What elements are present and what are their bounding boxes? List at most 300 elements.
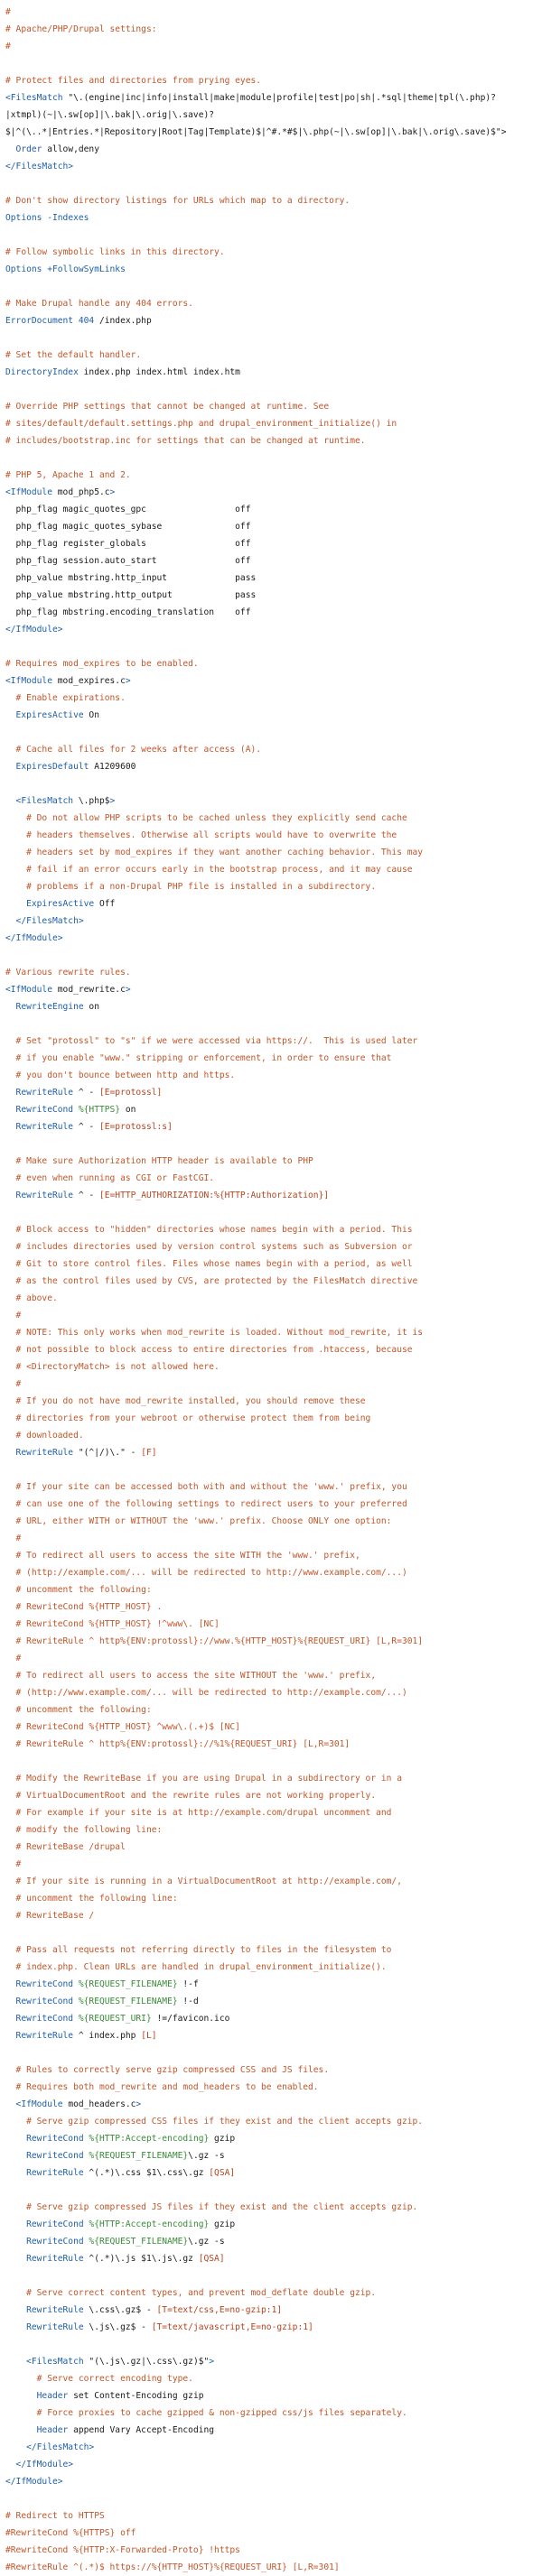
code-line [5, 1393, 542, 1410]
code-line [5, 810, 542, 827]
code-token: # Set the default handler. [5, 350, 142, 360]
code-token: # Serve gzip compressed JS files if they exist and the client accepts gzip. [5, 2202, 418, 2212]
code-token: # RewriteCond %{HTTP_HOST} ^www\.(.+)$ [NC] [5, 1722, 240, 1732]
code-token: ^ - [78, 1122, 99, 1132]
code-token: # Serve correct encoding type. [5, 2374, 193, 2384]
code-token: </FilesMatch> [5, 2442, 95, 2452]
code-line [5, 1821, 542, 1839]
code-line [5, 2010, 542, 2027]
code-line [5, 312, 542, 329]
code-line [5, 1238, 542, 1256]
code-token: "(\.js\.gz|\.css\.gz)$" [89, 2357, 210, 2367]
code-token: # [5, 1534, 22, 1543]
code-line [5, 158, 542, 175]
code-token: %{HTTP:Accept-encoding} [89, 2219, 210, 2229]
code-line [5, 398, 542, 415]
code-token: # Protect files and directories from prying eyes. [5, 76, 262, 86]
code-token: RewriteCond [5, 2014, 79, 2024]
code-token: |xtmpl)(~|\.sw[op]|\.bak|\.orig|\.save)? [5, 110, 215, 120]
code-token: Header [5, 2391, 74, 2401]
code-token: # Make Drupal handle any 404 errors. [5, 299, 193, 309]
code-line [5, 981, 542, 998]
code-line [5, 1701, 542, 1719]
code-token: # index.php. Clean URLs are handled in drupal_environment_initialize(). [5, 1962, 387, 1972]
code-token: %{REQUEST_FILENAME} [78, 1979, 178, 1989]
code-token: RewriteRule [5, 1448, 79, 1458]
code-token: </FilesMatch> [5, 162, 74, 171]
code-token: # RewriteBase /drupal [5, 1842, 126, 1852]
code-line [5, 347, 542, 364]
code-token: RewriteCond [5, 2134, 89, 2144]
code-line [5, 2473, 542, 2490]
code-token: # includes directories used by version control systems such as Subversion or [5, 1242, 413, 1252]
code-line [5, 1753, 542, 1770]
code-line [5, 1873, 542, 1890]
code-line [5, 844, 542, 861]
code-token: #RewriteRule ^(.*)$ https://%{HTTP_HOST}%{REQUEST_URI} [L,R=301] [5, 2562, 340, 2572]
code-line [5, 381, 542, 398]
code-line [5, 209, 542, 227]
code-token: [L] [141, 2031, 157, 2041]
code-line [5, 2559, 542, 2576]
code-token: Off [98, 899, 116, 909]
code-line [5, 1976, 542, 1993]
code-token: RewriteRule [5, 2254, 89, 2264]
code-token: [E=protossl:s] [98, 1122, 173, 1132]
code-token: # [5, 1311, 22, 1320]
code-line [5, 38, 542, 55]
code-line [5, 1890, 542, 1907]
code-token: # VirtualDocumentRoot and the rewrite rules are not working properly. [5, 1791, 377, 1801]
code-line [5, 278, 542, 295]
code-line [5, 638, 542, 655]
code-token: # Enable expirations. [5, 693, 126, 703]
code-token: RewriteCond [5, 2219, 89, 2229]
code-token: php_value mbstring.http_output pass [5, 590, 257, 600]
code-token: # Override PHP settings that cannot be changed at runtime. See [5, 402, 330, 412]
code-line [5, 2542, 542, 2559]
code-token: # Pass all requests not referring directly to files in the filesystem to [5, 1945, 392, 1955]
code-line [5, 604, 542, 621]
code-line [5, 1015, 542, 1033]
code-token: # modify the following line: [5, 1825, 163, 1835]
code-token: RewriteRule [5, 1191, 79, 1200]
code-token: RewriteRule [5, 2305, 89, 2315]
code-token: # Git to store control files. Files whose names begin with a period, as well [5, 1259, 413, 1269]
code-line [5, 775, 542, 792]
code-token: Order [5, 144, 48, 154]
code-line [5, 1101, 542, 1118]
code-token: # uncomment the following: [5, 1705, 152, 1715]
code-token: RewriteCond [5, 1105, 79, 1115]
code-line [5, 895, 542, 913]
code-token: ErrorDocument [5, 316, 79, 326]
code-token: # fail if an error occurs early in the bootstrap process, and it may cause [5, 865, 413, 875]
code-token: <IfModule [5, 676, 58, 686]
code-line [5, 1461, 542, 1478]
code-line [5, 2525, 542, 2542]
code-token: </IfModule> [5, 2477, 63, 2487]
code-token: !=/favicon.ico [151, 2014, 230, 2024]
code-line [5, 2336, 542, 2353]
code-line [5, 1719, 542, 1736]
code-line [5, 449, 542, 467]
code-token: ^ - [78, 1088, 99, 1098]
code-line [5, 2216, 542, 2233]
code-token: <FilesMatch [5, 2357, 89, 2367]
code-line [5, 484, 542, 501]
code-line [5, 1033, 542, 1050]
code-token: > [136, 2099, 142, 2109]
code-token: RewriteEngine [5, 1002, 89, 1012]
code-token: RewriteCond [5, 2151, 89, 2161]
code-line [5, 1941, 542, 1959]
code-token: RewriteCond [5, 2237, 89, 2247]
code-token: "\.(engine|inc|info|install|make|module|profile|test|po|sh|.*sql|theme|tpl(\.php)? [68, 93, 496, 103]
code-line [5, 1290, 542, 1307]
code-line [5, 1444, 542, 1461]
code-token: %{REQUEST_FILENAME} [89, 2237, 189, 2247]
code-token: # problems if a non-Drupal PHP file is installed in a subdirectory. [5, 882, 377, 892]
code-token: # even when running as CGI or FastCGI. [5, 1173, 215, 1183]
code-token: # Modify the RewriteBase if you are using Drupal in a subdirectory or in a [5, 1774, 402, 1784]
code-token: %{HTTP:Accept-encoding} [89, 2134, 210, 2144]
code-token: php_flag register_globals off [5, 539, 251, 549]
code-token: ExpiresDefault [5, 762, 95, 772]
code-token: A1209600 [94, 762, 136, 772]
code-token: "(^|/)\." - [78, 1448, 142, 1458]
code-line [5, 2302, 542, 2319]
code-token: > [125, 676, 131, 686]
code-token: Header [5, 2425, 74, 2435]
code-token: RewriteRule [5, 1088, 79, 1098]
code-token: RewriteRule [5, 2031, 79, 2041]
code-line [5, 1667, 542, 1684]
code-line [5, 2422, 542, 2439]
code-line [5, 432, 542, 449]
code-line [5, 1959, 542, 1976]
code-token: # If your site can be accessed both with and without the 'www.' prefix, you [5, 1482, 407, 1492]
code-token: # downloaded. [5, 1431, 84, 1441]
code-line [5, 1684, 542, 1701]
code-token: -Indexes [47, 213, 89, 223]
code-token: On [89, 710, 99, 720]
code-line [5, 2319, 542, 2336]
code-token: # Redirect to HTTPS [5, 2511, 105, 2521]
code-token: </IfModule> [5, 625, 63, 635]
code-line [5, 2456, 542, 2473]
code-token: # Make sure Authorization HTTP header is available to PHP [5, 1156, 313, 1166]
code-token: # headers set by mod_expires if they want another caching behavior. This may [5, 848, 424, 857]
code-line [5, 364, 542, 381]
code-token: \.gz -s [188, 2237, 225, 2247]
code-line [5, 861, 542, 878]
code-token: #RewriteCond %{HTTPS} off [5, 2528, 136, 2538]
code-line [5, 1135, 542, 1153]
code-line [5, 1839, 542, 1856]
code-token: # [5, 1859, 22, 1869]
code-token: RewriteCond [5, 1979, 79, 1989]
code-token: <IfModule [5, 2099, 69, 2109]
code-token: [T=text/css,E=no-gzip:1] [156, 2305, 283, 2315]
code-token: # To redirect all users to access the site WITH the 'www.' prefix, [5, 1551, 360, 1561]
code-line [5, 2267, 542, 2284]
code-token: DirectoryIndex [5, 367, 84, 377]
code-token: \.gz -s [188, 2151, 225, 2161]
code-token: # Force proxies to cache gzipped & non-gzipped css/js files separately. [5, 2408, 407, 2418]
code-line [5, 175, 542, 192]
code-token: 404 [78, 316, 95, 326]
code-line [5, 724, 542, 741]
code-token: </IfModule> [5, 2460, 74, 2469]
code-token: # [5, 7, 11, 17]
code-line [5, 1187, 542, 1204]
code-token: # RewriteRule ^ http%{ENV:protossl}://%1%{REQUEST_URI} [L,R=301] [5, 1739, 350, 1749]
code-token: # as the control files used by CVS, are protected by the FilesMatch directive [5, 1276, 418, 1286]
code-token: > [109, 487, 116, 497]
code-token: # URL, either WITH or WITHOUT the 'www.' prefix. Choose ONLY one option: [5, 1516, 392, 1526]
code-token: # [5, 1654, 22, 1663]
code-token: RewriteRule [5, 2322, 89, 2332]
code-token: on [120, 1105, 136, 1115]
code-line [5, 2182, 542, 2199]
code-line [5, 1993, 542, 2010]
code-line [5, 518, 542, 535]
code-line [5, 2044, 542, 2062]
code-line [5, 2507, 542, 2525]
code-token: # For example if your site is at http://example.com/drupal uncomment and [5, 1808, 392, 1818]
code-line [5, 741, 542, 758]
code-token: # Requires mod_expires to be enabled. [5, 659, 199, 669]
code-line [5, 1581, 542, 1598]
code-line [5, 1736, 542, 1753]
code-line [5, 552, 542, 570]
code-line [5, 1376, 542, 1393]
code-token: mod_expires.c [57, 676, 126, 686]
code-line [5, 501, 542, 518]
code-token: # Follow symbolic links in this directory. [5, 247, 225, 257]
code-line [5, 227, 542, 244]
code-token: !-f [177, 1979, 199, 1989]
code-line [5, 1924, 542, 1941]
code-line [5, 2370, 542, 2387]
code-token: [F] [141, 1448, 157, 1458]
code-token: # (http://www.example.com/... will be redirected to http://example.com/...) [5, 1688, 407, 1698]
code-token: # Apache/PHP/Drupal settings: [5, 24, 157, 34]
code-line [5, 89, 542, 107]
code-line [5, 1616, 542, 1633]
code-token: <FilesMatch [5, 796, 79, 806]
code-line [5, 1153, 542, 1170]
code-line [5, 1324, 542, 1341]
code-token: RewriteCond [5, 1997, 79, 2006]
code-line [5, 2490, 542, 2507]
code-line [5, 2439, 542, 2456]
code-line [5, 1067, 542, 1084]
code-line [5, 55, 542, 72]
code-token: # PHP 5, Apache 1 and 2. [5, 470, 131, 480]
code-token: /index.php [94, 316, 152, 326]
code-token: mod_headers.c [68, 2099, 136, 2109]
code-token: RewriteRule [5, 2168, 89, 2178]
code-line [5, 1787, 542, 1804]
code-token: ^(.*)\.css $1\.css\.gz [89, 2168, 210, 2178]
code-token: ^ - [78, 1191, 99, 1200]
code-token: Options [5, 264, 48, 274]
code-token: # can use one of the following settings to redirect users to your preferred [5, 1499, 407, 1509]
code-token: php_flag session.auto_start off [5, 556, 251, 566]
code-line [5, 1856, 542, 1873]
code-line [5, 2130, 542, 2147]
code-token: # you don't bounce between http and https. [5, 1070, 236, 1080]
code-token: # Don't show directory listings for URLs which map to a directory. [5, 196, 350, 206]
code-line [5, 570, 542, 587]
code-line [5, 1221, 542, 1238]
code-line [5, 2147, 542, 2164]
code-token: # sites/default/default.settings.php and drupal_environment_initialize() in [5, 419, 397, 429]
code-token: # not possible to block access to entire directories from .htaccess, because [5, 1345, 413, 1355]
code-token: on [89, 1002, 99, 1012]
code-line [5, 1907, 542, 1924]
code-token: php_value mbstring.http_input pass [5, 573, 257, 583]
code-token: > [109, 796, 116, 806]
code-line [5, 913, 542, 930]
code-line [5, 261, 542, 278]
code-token: # (http://example.com/... will be redirected to http://www.example.com/...) [5, 1568, 407, 1578]
code-token: %{REQUEST_FILENAME} [78, 1997, 178, 2006]
code-line [5, 1050, 542, 1067]
code-line [5, 2079, 542, 2096]
code-line [5, 1650, 542, 1667]
code-token: #RewriteCond %{HTTP:X-Forwarded-Proto} !https [5, 2545, 240, 2555]
code-token: Options [5, 213, 48, 223]
code-token: \.css\.gz$ - [89, 2305, 157, 2315]
code-line [5, 2164, 542, 2182]
code-token: > [125, 985, 131, 995]
code-line [5, 1307, 542, 1324]
code-line [5, 655, 542, 672]
code-line [5, 1598, 542, 1616]
code-line [5, 1513, 542, 1530]
code-line [5, 998, 542, 1015]
code-token: [E=protossl] [98, 1088, 163, 1098]
code-token: [E=HTTP_AUTHORIZATION:%{HTTP:Authorization}] [98, 1191, 330, 1200]
code-line [5, 672, 542, 690]
code-token: +FollowSymLinks [47, 264, 126, 274]
code-line [5, 2405, 542, 2422]
code-token: > [209, 2357, 215, 2367]
code-line [5, 2199, 542, 2216]
code-line [5, 2027, 542, 2044]
code-token: # Block access to "hidden" directories whose names begin with a period. This [5, 1225, 413, 1235]
code-token: </FilesMatch> [5, 916, 84, 926]
code-line [5, 295, 542, 312]
code-token: %{HTTPS} [78, 1105, 121, 1115]
code-line [5, 1358, 542, 1376]
code-line [5, 707, 542, 724]
code-line [5, 1530, 542, 1547]
code-token: # RewriteBase / [5, 1911, 95, 1921]
code-line [5, 690, 542, 707]
code-line [5, 1204, 542, 1221]
code-token: php_flag magic_quotes_gpc off [5, 505, 251, 514]
code-line [5, 2250, 542, 2267]
code-line [5, 124, 542, 141]
code-line [5, 4, 542, 21]
code-token: </IfModule> [5, 933, 63, 943]
code-line [5, 2062, 542, 2079]
code-line [5, 2096, 542, 2113]
code-line [5, 141, 542, 158]
code-line [5, 107, 542, 124]
code-token: ^ index.php [78, 2031, 142, 2041]
code-token: %{REQUEST_FILENAME} [89, 2151, 189, 2161]
code-line [5, 1496, 542, 1513]
code-token: $|^(\..*|Entries.*|Repository|Root|Tag|Template)$|^#.*#$|\.php(~|\.sw[op]|\.bak|\.orig\.save)$"> [5, 127, 507, 137]
code-line [5, 2284, 542, 2302]
code-token: # To redirect all users to access the site WITHOUT the 'www.' prefix, [5, 1671, 377, 1681]
code-token: # directories from your webroot or otherwise protect them from being [5, 1413, 371, 1423]
code-line [5, 329, 542, 347]
code-token: # uncomment the following line: [5, 1894, 178, 1904]
code-line [5, 1564, 542, 1581]
code-token: # [5, 42, 11, 51]
code-line [5, 415, 542, 432]
code-token: # [5, 1379, 22, 1389]
code-token: # includes/bootstrap.inc for settings that can be changed at runtime. [5, 436, 366, 446]
code-line [5, 878, 542, 895]
code-line [5, 1118, 542, 1135]
code-token: ExpiresActive [5, 710, 89, 720]
code-line [5, 621, 542, 638]
code-line [5, 1478, 542, 1496]
code-token: # if you enable "www." stripping or enforcement, in order to ensure that [5, 1053, 392, 1063]
code-line [5, 1273, 542, 1290]
code-token: append Vary Accept-Encoding [73, 2425, 215, 2435]
code-token: <FilesMatch [5, 93, 69, 103]
code-line [5, 1256, 542, 1273]
code-token: %{REQUEST_URI} [78, 2014, 152, 2024]
code-token: ^(.*)\.js $1\.js\.gz [89, 2254, 199, 2264]
code-token: index.php index.html index.htm [83, 367, 240, 377]
code-token: [QSA] [209, 2168, 236, 2178]
code-token: # NOTE: This only works when mod_rewrite is loaded. Without mod_rewrite, it is [5, 1328, 424, 1338]
code-token: RewriteRule [5, 1122, 79, 1132]
code-token: # Rules to correctly serve gzip compressed CSS and JS files. [5, 2065, 330, 2075]
code-token: php_flag magic_quotes_sybase off [5, 522, 251, 532]
code-token: <IfModule [5, 985, 58, 995]
code-token: # headers themselves. Otherwise all scripts would have to overwrite the [5, 830, 397, 840]
code-token: # Serve gzip compressed CSS files if they exist and the client accepts gzip. [5, 2117, 424, 2127]
code-token: set Content-Encoding gzip [73, 2391, 204, 2401]
code-token: !-d [177, 1997, 199, 2006]
code-line [5, 947, 542, 964]
code-line [5, 1804, 542, 1821]
code-line [5, 72, 542, 89]
code-line [5, 964, 542, 981]
code-line [5, 467, 542, 484]
code-token: # RewriteRule ^ http%{ENV:protossl}://www.%{HTTP_HOST}%{REQUEST_URI} [L,R=301] [5, 1636, 424, 1646]
code-line [5, 1084, 542, 1101]
code-line [5, 1341, 542, 1358]
code-token: mod_php5.c [57, 487, 110, 497]
code-line [5, 1547, 542, 1564]
code-token: # Cache all files for 2 weeks after access (A). [5, 745, 262, 755]
code-line [5, 1427, 542, 1444]
code-token: # above. [5, 1293, 58, 1303]
code-token: gzip [209, 2219, 236, 2229]
code-token: # Do not allow PHP scripts to be cached unless they explicitly send cache [5, 813, 407, 823]
